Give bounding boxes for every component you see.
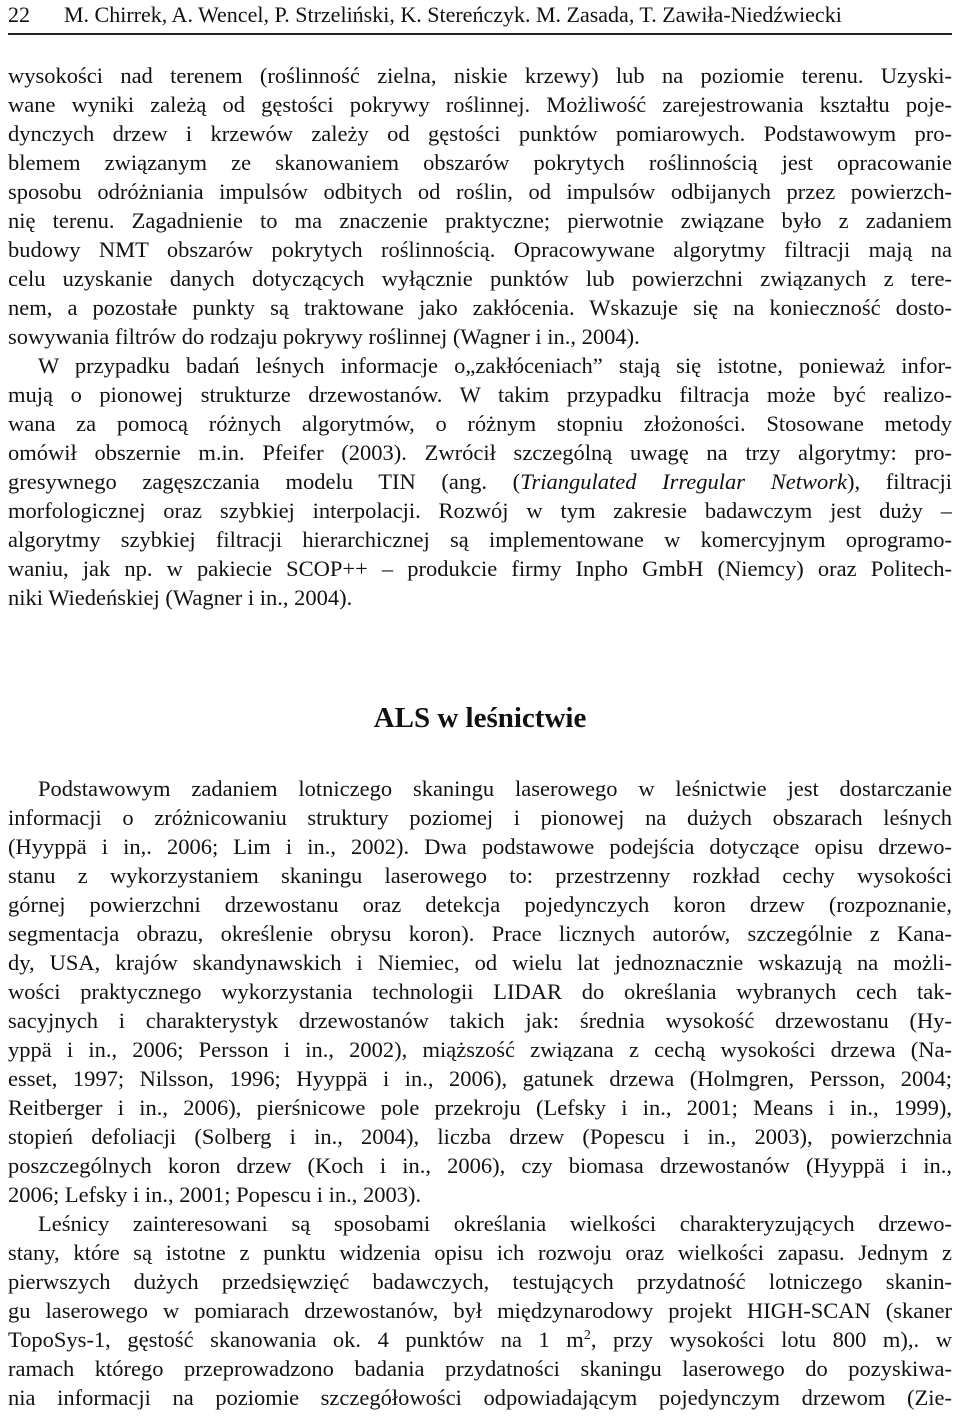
- text-line-with-superscript: [8, 1325, 952, 1354]
- text-line: wysokości nad terenem (roślinność zielna, niskie krzewy) lub na poziomie terenu. Uzyski-: [8, 63, 952, 88]
- text-line: Leśnicy zainteresowani są sposobami określania wielkości charakteryzujących drzewo-: [38, 1211, 952, 1236]
- text-line: stany, które są istotne z punktu widzenia opisu ich rozwoju oraz wielkości zapasu. Jednym z: [8, 1240, 952, 1265]
- text-line: Reitberger i in., 2006), pierśnicowe pole przekroju (Lefsky i in., 2001; Means i in., 1999),: [8, 1095, 952, 1120]
- text-line: pierwszych dużych przedsięwzięć badawczych, testujących przydatność lotniczego skanin-: [8, 1269, 952, 1294]
- text-line: nia informacji na poziomie szczegółowości odpowiadającym pojedynczym drzewom (Zie-: [8, 1385, 952, 1410]
- text-line: sowywania filtrów do rodzaju pokrywy roślinnej (Wagner i in., 2004).: [8, 324, 640, 349]
- text-line: stanu z wykorzystaniem skaningu laserowego to: przestrzenny rozkład cechy wysokości: [8, 863, 952, 888]
- text-fragment: TopoSys-1, gęstość skanowania ok. 4 punktów na 1 m: [8, 1327, 584, 1352]
- text-line: gu laserowego w pomiarach drzewostanów, był międzynarodowy projekt HIGH-SCAN (skaner: [8, 1298, 952, 1323]
- superscript: 2: [583, 1328, 591, 1343]
- text-line: algorytmy szybkiej filtracji hierarchicznej są implementowane w komercyjnym oprogramo-: [8, 527, 952, 552]
- text-line: informacji o zróżnicowaniu struktury poziomej i pionowej na dużych obszarach leśnych: [8, 805, 952, 830]
- text-line: sposobu odróżniania impulsów odbitych od roślin, od impulsów odbijanych przez powierzch-: [8, 179, 952, 204]
- text-line: Podstawowym zadaniem lotniczego skaningu laserowego w leśnictwie jest dostarczanie: [38, 776, 952, 801]
- text-line: dy, USA, krajów skandynawskich i Niemiec, od wielu lat jednoznacznie wskazują na możli-: [8, 950, 952, 975]
- paragraph-foresters: [8, 1209, 952, 1412]
- text-line: morfologicznej oraz szybkiej interpolacji. Rozwój w tym zakresie badawczym jest duży –: [8, 498, 952, 523]
- text-line: nem, a pozostałe punkty są traktowane jako zakłócenia. Wskazuje się na konieczność dosto-: [8, 295, 952, 320]
- text-line: waniu, jak np. w pakiecie SCOP++ – produkcie firmy Inpho GmbH (Niemcy) oraz Politech-: [8, 556, 952, 581]
- text-line: celu uzyskanie danych dotyczących wyłącznie punktów lub powierzchni związanych z tere-: [8, 266, 952, 291]
- text-line: ramach którego przeprowadzono badania przydatności skaningu laserowego do pozyskiwa-: [8, 1356, 952, 1381]
- text-line: 2006; Lefsky i in., 2001; Popescu i in., 2003).: [8, 1182, 422, 1207]
- text-line: dynczych drzew i krzewów zależy od gęstości punktów pomiarowych. Podstawowym pro-: [8, 121, 952, 146]
- paragraph-forest-research: [8, 351, 952, 612]
- section-title: ALS w leśnictwie: [373, 702, 587, 734]
- text-line: omówił obszernie m.in. Pfeifer (2003). Zwrócił szczególną uwagę na trzy algorytmy: pro-: [8, 440, 952, 465]
- text-line: wana za pomocą różnych algorytmów, o różnym stopniu złożoności. Stosowane metody: [8, 411, 952, 436]
- page-number: 22: [8, 2, 30, 27]
- text-line: segmentacja obrazu, określenie obrysu koron). Prace licznych autorów, szczególnie z Kana-: [8, 921, 952, 946]
- running-header: [8, 0, 952, 30]
- text-fragment: gresywnego zagęszczania modelu TIN (ang. (: [8, 469, 521, 494]
- text-line: nię terenu. Zagadnienie to ma znaczenie praktyczne; pierwotnie związane było z zadaniem: [8, 208, 952, 233]
- paragraph-filtering: [8, 61, 952, 351]
- header-authors: M. Chirrek, A. Wencel, P. Strzeliński, K. Stereńczyk. M. Zasada, T. Zawiła-Niedźwiecki: [64, 2, 842, 27]
- paragraph-als-forestry: [8, 774, 952, 1209]
- text-fragment: , przy wysokości lotu 800 m),. w: [590, 1327, 952, 1352]
- text-line: poszczególnych koron drzew (Koch i in., 2006), czy biomasa drzewostanów (Hyyppä i in.,: [8, 1153, 952, 1178]
- text-line: stopień defoliacji (Solberg i in., 2004), liczba drzew (Popescu i in., 2003), powierzchnia: [8, 1124, 952, 1149]
- text-line: niki Wiedeńskiej (Wagner i in., 2004).: [8, 585, 353, 610]
- text-line: sacyjnych i charakterystyk drzewostanów takich jak: średnia wysokość drzewostanu (Hy-: [8, 1008, 952, 1033]
- text-fragment: ), filtracji: [846, 469, 952, 494]
- text-line: budowy NMT obszarów pokrytych roślinnością. Opracowywane algorytmy filtracji mają na: [8, 237, 952, 262]
- text-line: yppä i in., 2006; Persson i in., 2002), miąższość związana z cechą wysokości drzewa (Na-: [8, 1037, 952, 1062]
- text-line: wane wyniki zależą od gęstości pokrywy roślinnej. Możliwość zarejestrowania kształtu poje-: [8, 92, 952, 117]
- text-line: blemem związanym ze skanowaniem obszarów pokrytych roślinnością jest opracowanie: [8, 150, 952, 175]
- upper-text-block: [8, 61, 952, 612]
- text-line: (Hyyppä i in,. 2006; Lim i in., 2002). Dwa podstawowe podejścia dotyczące opisu drzewo-: [8, 834, 952, 859]
- text-line: górnej powierzchni drzewostanu oraz detekcja pojedynczych koron drzew (rozpoznanie,: [8, 892, 952, 917]
- text-line: wości praktycznego wykorzystania technologii LIDAR do określania wybranych cech tak-: [8, 979, 952, 1004]
- italic-term: Triangulated Irregular Network: [520, 469, 847, 494]
- text-line-with-italic: [8, 467, 952, 496]
- text-line: esset, 1997; Nilsson, 1996; Hyyppä i in., 2006), gatunek drzewa (Holmgren, Persson, 2004;: [8, 1066, 952, 1091]
- lower-text-block: [8, 774, 952, 1412]
- header-rule: [8, 33, 952, 35]
- text-line: mują o pionowej strukturze drzewostanów. W takim przypadku filtracja może być realizo-: [8, 382, 952, 407]
- text-line: W przypadku badań leśnych informacje o„zakłóceniach” stają się istotne, ponieważ infor-: [38, 353, 952, 378]
